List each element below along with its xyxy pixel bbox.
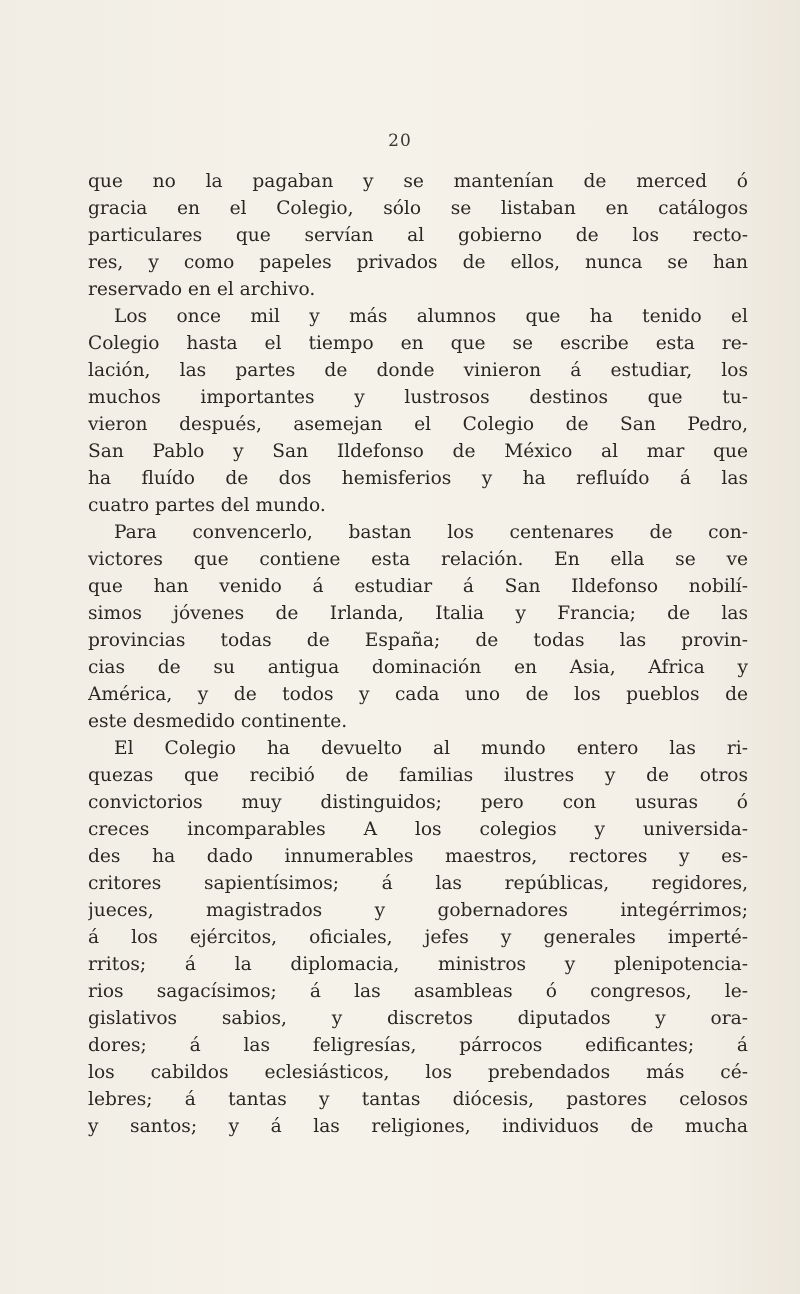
text-line: quezas que recibió de familias ilustres y de otros (88, 765, 748, 786)
text-line: provincias todas de España; de todas las provin- (88, 630, 748, 651)
text-line: cias de su antigua dominación en Asia, Africa y (88, 657, 748, 678)
text-line: ha fluído de dos hemisferios y ha refluído á las (88, 468, 748, 489)
text-line: América, y de todos y cada uno de los pueblos de (88, 684, 748, 705)
text-line: vieron después, asemejan el Colegio de San Pedro, (88, 414, 748, 435)
text-line: gislativos sabios, y discretos diputados y ora- (88, 1008, 748, 1029)
text-line: res, y como papeles privados de ellos, nunca se han (88, 252, 748, 273)
text-line: lación, las partes de donde vinieron á estudiar, los (88, 360, 748, 381)
text-line: á los ejércitos, oficiales, jefes y generales imperté- (88, 927, 748, 948)
text-line: victores que contiene esta relación. En ella se ve (88, 549, 748, 570)
text-line: rritos; á la diplomacia, ministros y plenipotencia- (88, 954, 748, 975)
text-line: los cabildos eclesiásticos, los prebendados más cé- (88, 1062, 748, 1083)
text-line: San Pablo y San Ildefonso de México al mar que (88, 441, 748, 462)
text-line: rios sagacísimos; á las asambleas ó congresos, le- (88, 981, 748, 1002)
text-line: El Colegio ha devuelto al mundo entero las ri- (114, 738, 748, 759)
text-line: gracia en el Colegio, sólo se listaban en catálogos (88, 198, 748, 219)
text-line: cuatro partes del mundo. (88, 495, 326, 516)
page-number: 20 (388, 131, 412, 151)
body-text (88, 168, 748, 1140)
text-line: y santos; y á las religiones, individuos de mucha (88, 1116, 748, 1137)
text-line: muchos importantes y lustrosos destinos que tu- (88, 387, 748, 408)
text-line: Colegio hasta el tiempo en que se escribe esta re- (88, 333, 748, 354)
text-line: simos jóvenes de Irlanda, Italia y Francia; de las (88, 603, 748, 624)
text-line: lebres; á tantas y tantas diócesis, pastores celosos (88, 1089, 748, 1110)
text-line: que han venido á estudiar á San Ildefonso nobilí- (88, 576, 748, 597)
text-line: dores; á las feligresías, párrocos edificantes; á (88, 1035, 748, 1056)
text-line: convictorios muy distinguidos; pero con usuras ó (88, 792, 748, 813)
text-line: des ha dado innumerables maestros, rectores y es- (88, 846, 748, 867)
text-line: Para convencerlo, bastan los centenares de con- (114, 522, 748, 543)
text-line: jueces, magistrados y gobernadores integérrimos; (88, 900, 748, 921)
text-line: este desmedido continente. (88, 711, 348, 732)
text-line: reservado en el archivo. (88, 279, 316, 300)
text-line: critores sapientísimos; á las repúblicas, regidores, (88, 873, 748, 894)
text-line: Los once mil y más alumnos que ha tenido el (114, 306, 748, 327)
text-line: particulares que servían al gobierno de los recto- (88, 225, 748, 246)
text-line: creces incomparables A los colegios y universida- (88, 819, 748, 840)
text-line: que no la pagaban y se mantenían de merced ó (88, 171, 748, 192)
